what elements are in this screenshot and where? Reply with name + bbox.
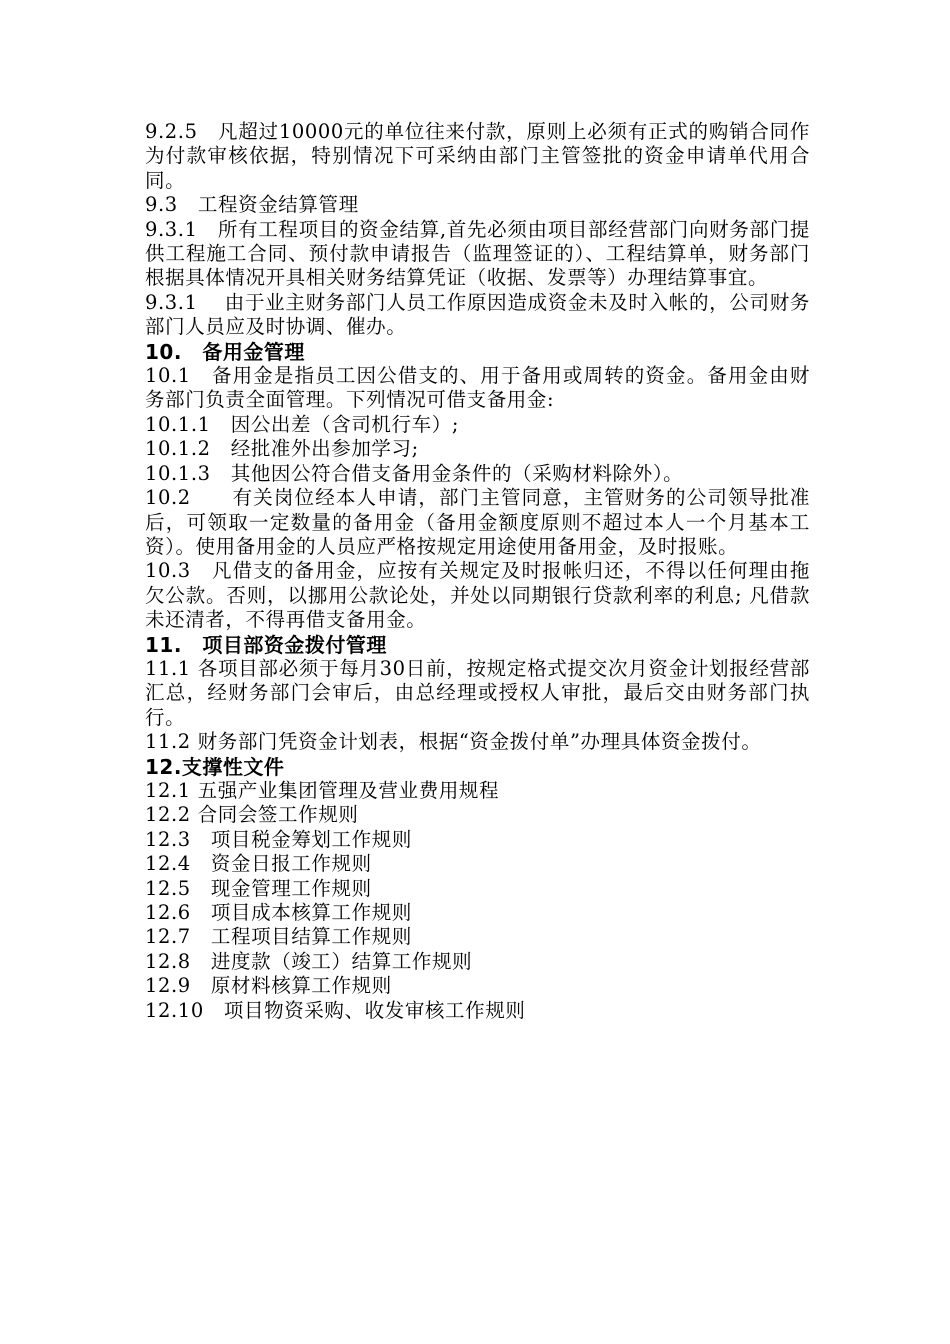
clause-10-1-3: 10.1.3 其他因公符合借支备用金条件的（采购材料除外）。 (145, 461, 684, 485)
doc-12-2: 12.2 合同会签工作规则 (145, 803, 359, 827)
clause-9-2-5: 9.2.5 凡超过10000元的单位往来付款，原则上必须有正式的购销合同作为付款审核依据，特别情况下可采纳由部门主管签批的资金申请单代用合同。 (145, 120, 810, 192)
clause-10-1: 10.1 备用金是指员工因公借支的、用于备用或周转的资金。备用金由财务部门负责全面管理。下列情况可借支备用金: (145, 364, 810, 412)
section-10-heading: 10. 备用金管理 (145, 339, 305, 364)
doc-12-6: 12.6 项目成本核算工作规则 (145, 901, 412, 924)
clause-10-1-2: 10.1.2 经批准外出参加学习; (145, 437, 419, 461)
section-11-heading: 11. 项目部资金拨付管理 (145, 632, 387, 657)
clause-11-2: 11.2 财务部门凭资金计划表，根据“资金拨付单”办理具体资金拨付。 (145, 730, 762, 754)
doc-12-4: 12.4 资金日报工作规则 (145, 852, 372, 876)
clause-9-3-1-a: 9.3.1 所有工程项目的资金结算,首先必须由项目部经营部门向财务部门提供工程施工合同、预付款申请报告（监理签证的）、工程结算单，财务部门根据具体情况开具相关财务结算凭证（收据、发票等）办理结算事宜。 (145, 217, 810, 290)
clause-10-2: 10.2 有关岗位经本人申请，部门主管同意，主管财务的公司领导批准后，可领取一定数量的备用金（备用金额度原则不超过本人一个月基本工资）。使用备用金的人员应严格按规定用途使用备用金，及时报账。 (145, 486, 810, 558)
clause-10-3: 10.3 凡借支的备用金，应按有关规定及时报帐归还，不得以任何理由拖欠公款。否则，以挪用公款论处，并处以同期银行贷款利率的利息; 凡借款未还清者，不得再借支备用金。 (145, 559, 810, 632)
clause-9-3-1-b: 9.3.1 由于业主财务部门人员工作原因造成资金未及时入帐的，公司财务部门人员应及时协调、催办。 (145, 290, 810, 339)
section-12-heading: 12.支撑性文件 (145, 754, 285, 779)
clause-10-1-1: 10.1.1 因公出差（含司机行车）; (145, 412, 459, 436)
doc-12-5: 12.5 现金管理工作规则 (145, 876, 372, 900)
section-9-3: 9.3 工程资金结算管理 (145, 193, 359, 217)
doc-12-8: 12.8 进度款（竣工）结算工作规则 (145, 949, 473, 973)
doc-12-10: 12.10 项目物资采购、收发审核工作规则 (145, 998, 526, 1022)
clause-11-1: 11.1 各项目部必须于每月30日前，按规定格式提交次月资金计划报经营部汇总，经财务部门会审后，由总经理或授权人审批，最后交由财务部门执行。 (145, 656, 810, 729)
doc-12-3: 12.3 项目税金筹划工作规则 (145, 827, 412, 851)
doc-12-7: 12.7 工程项目结算工作规则 (145, 925, 412, 949)
doc-12-1: 12.1 五强产业集团管理及营业费用规程 (145, 778, 500, 802)
document-body (145, 120, 810, 1023)
doc-12-9: 12.9 原材料核算工作规则 (145, 974, 392, 998)
